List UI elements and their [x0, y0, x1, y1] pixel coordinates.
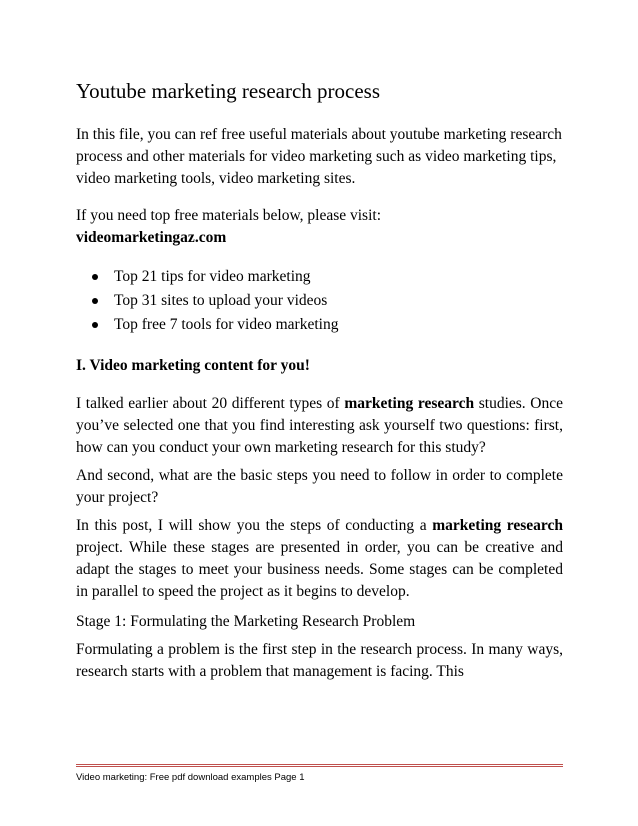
list-item	[90, 313, 563, 337]
footer-text: Video marketing: Free pdf download examples Page 1	[76, 772, 305, 783]
footer-rule	[76, 764, 563, 767]
visit-prompt: If you need top free materials below, please visit:	[76, 207, 382, 224]
paragraph-3-bold: marketing research	[432, 517, 564, 534]
intro-paragraph: In this file, you can ref free useful materials about youtube marketing research process and other materials for video marketing such as video marketing tips, video marketing tools, video marketing sites.	[76, 126, 562, 187]
section-heading: I. Video marketing content for you!	[76, 357, 310, 374]
paragraph-3-end: project. While these stages are presented in order, you can be creative and adapt the stages to meet your business needs. Some stages can be completed in parallel to speed the project as it begins to develop.	[76, 539, 563, 600]
materials-list	[76, 265, 563, 337]
list-item-text: Top 21 tips for video marketing	[114, 268, 311, 285]
stage-heading: Stage 1: Formulating the Marketing Research Problem	[76, 613, 416, 630]
list-item	[90, 265, 563, 289]
list-item	[90, 289, 563, 313]
bullet-icon	[92, 322, 98, 328]
paragraph-1-bold: marketing research	[344, 395, 475, 412]
list-item-text: Top free 7 tools for video marketing	[114, 316, 339, 333]
paragraph-2: And second, what are the basic steps you need to follow in order to complete your project?	[76, 467, 563, 506]
page-content	[76, 78, 563, 683]
paragraph-4: Formulating a problem is the first step in the research process. In many ways, research starts with a problem that management is facing. This	[76, 641, 563, 680]
site-link[interactable]: videomarketingaz.com	[76, 229, 227, 246]
list-item-text: Top 31 sites to upload your videos	[114, 292, 328, 309]
paragraph-1-start: I talked earlier about 20 different types of	[76, 395, 345, 412]
paragraph-1	[76, 393, 563, 459]
bullet-icon	[92, 298, 98, 304]
document-title: Youtube marketing research process	[76, 79, 381, 103]
bullet-icon	[92, 274, 98, 280]
paragraph-3-start: In this post, I will show you the steps of conducting a	[76, 517, 433, 534]
paragraph-1-end: studies. Once you’ve selected one that you find interesting ask yourself two questions: first, how can you conduct your own marketing research for this study?	[76, 395, 563, 456]
paragraph-3	[76, 515, 563, 603]
